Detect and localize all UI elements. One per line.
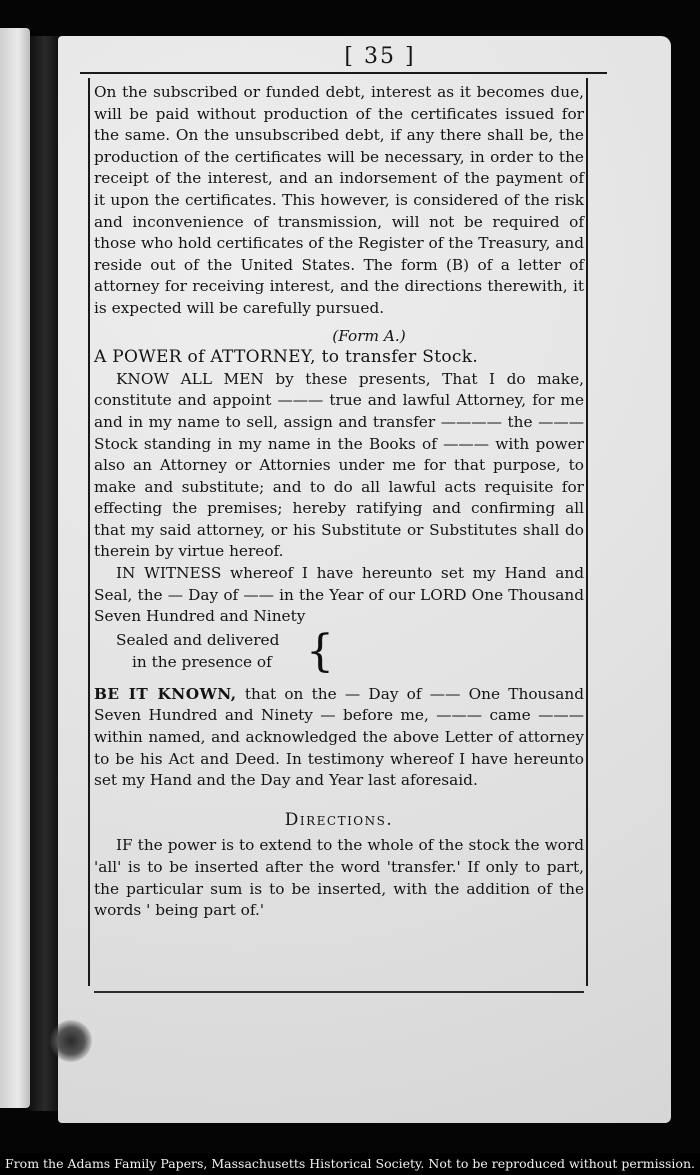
directions-paragraph: IF the power is to extend to the whole of the stock the word 'all' is to be inserted after the word 'transfer.' If only to part, the particular sum is to be inserted, with the addition of the words ' being part of.' [94, 836, 584, 920]
top-rule [80, 72, 607, 74]
intro-paragraph: On the subscribed or funded debt, interest as it becomes due, will be paid without production of the certificates issued for the same. On the unsubscribed debt, if any there shall be, the production of the certificates will be necessary, in order to the receipt of the interest, and an indorsement of the payment of it upon the certificates. This however, is considered of the risk and inconvenience of transmission, will not be required of those who hold certificates of the Register of the Treasury, and reside out of the United States. The form (B) of a letter of attorney for receiving interest, and the directions therewith, it is expected will be carefully pursued. [94, 83, 584, 317]
witness-paragraph: IN WITNESS whereof I have hereunto set my Hand and Seal, the — Day of —— in the Year of our LORD One Thousand Seven Hundred and Ninety [94, 564, 584, 626]
sealed-line-1: Sealed and delivered [116, 630, 280, 649]
sealed-delivered-block [94, 625, 584, 677]
page-text [94, 82, 584, 922]
ink-blot [50, 1020, 92, 1062]
form-label: (Form A.) [332, 326, 406, 345]
bottom-rule [94, 991, 584, 993]
book-spine [30, 36, 60, 1111]
be-it-known-lead: BE IT KNOWN, [94, 684, 237, 703]
archive-footer: From the Adams Family Papers, Massachusetts Historical Society. Not to be reproduced without permission. [0, 1153, 700, 1175]
be-it-known-paragraph [94, 684, 584, 792]
sealed-line-2: in the presence of [132, 652, 272, 671]
form-heading: A POWER of ATTORNEY, to transfer Stock. [94, 347, 479, 368]
directions-title: Directions. [284, 809, 394, 830]
know-all-men-paragraph: KNOW ALL MEN by these presents, That I do make, constitute and appoint ——— true and lawful Attorney, for me and in my name to sell, assign and transfer ———— the ——— Stock standing in my name in the Books of ——— with power also an Attorney or Attornies under me for that purpose, to make and substitute; and to do all lawful acts requisite for effecting the premises; hereby ratifying and confirming all that my said attorney, or his Substitute or Substitutes shall do therein by virtue hereof. [94, 369, 584, 561]
be-it-known-text: that on the — Day of —— One Thousand Seven Hundred and Ninety — before me, ——— came ——— within named, and acknowledged the above Letter of attorney to be his Act and Deed. In testimony whereof I have hereunto set my Hand and the Day and Year last aforesaid. [94, 684, 585, 790]
document-page [58, 36, 671, 1123]
left-page-edge [0, 28, 30, 1108]
page-number: [ 35 ] [344, 44, 416, 69]
brace-glyph: { [306, 625, 334, 677]
